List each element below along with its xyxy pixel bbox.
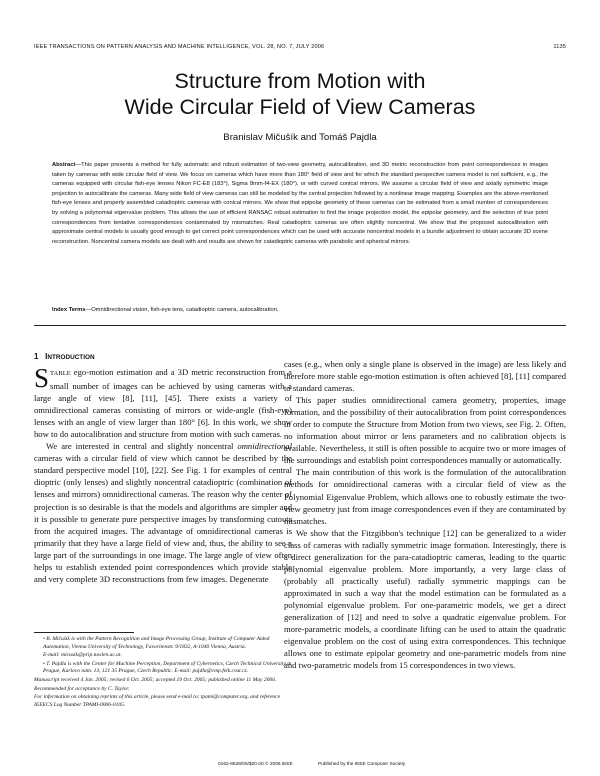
publisher-line: Published by the IEEE Computer Society <box>318 762 406 767</box>
paragraph: We are interested in central and slightly noncentral omnidirectional cameras with a circular field of view which cannot be described by the standard perspective model [10], [22]. See Fig. 1 for examples of central dioptric (only lenses) and slightly noncentral catadioptric (combination of lenses and mirrors) omnidirectional cameras. The reason why the center of projection is so desirable is that the models and algorithms are simpler and it is possible to generate pure perspective images by transforming cutouts from the acquired images. The advantage of omnidirectional cameras is primarily that they have a large field of view and, thus, the ability to see a large part of the surroundings in one image. The large angle of view often helps to establish extended point correspondences which provide stable and very complete 3D reconstructions from few images. Degenerate <box>34 441 292 584</box>
email-footnote: E-mail: micusik@prip.tuwien.ac.at. <box>43 652 122 659</box>
left-column <box>34 363 292 585</box>
section-title-initial: I <box>45 352 48 361</box>
paragraph: We show that the Fitzgibbon's technique [12] can be generalized to a wider class of cameras with radially symmetric image formation. Interestingly, there is a direct generalization for the para-catadioptric cameras, leading to the quartic polynomial eigenvalue problem. More importantly, a very large class of (probably all practically useful) radially symmetric mappings can be approximated in such a way that the model estimation can be formulated as a polynomial eigenvalue problem. For one-parametric models, we get a direct generalization of [12] and need to solve a quadratic eigenvalue problem. For more-parametric models, a coordinate lifting can be used to attain the quadratic eigenvalue problem on the cost of using extra correspondences. This technique allows one to estimate epipolar geometry and one-parametric models from nine and two-parametric models from 15 correspondences in two views. <box>284 527 566 671</box>
lead-in: TABLE <box>50 370 71 377</box>
index-terms-text: —Omnidirectional vision, fish-eye lens, catadioptric camera, autocalibration. <box>85 307 279 313</box>
running-header <box>34 44 566 50</box>
affiliation-footnote: • B. Mičušík is with the Pattern Recognition and Image Processing Group, Institute of Computer Aided Automation, Vienna University of Technology, Favoritenstr. 9/1832, A-1040 Vienna, Austria. <box>43 636 270 650</box>
reprints-info: For information on obtaining reprints of this article, please send e-mail to: tpami@computer.org, and reference IEEECS Log Number TPAMI-0006-0105. <box>34 694 281 708</box>
abstract <box>52 161 548 247</box>
section-title-rest: NTRODUCTION <box>47 354 95 361</box>
journal-header: IEEE TRANSACTIONS ON PATTERN ANALYSIS AND MACHINE INTELLIGENCE, VOL. 28, NO. 7, JULY 2006 <box>34 44 325 50</box>
paragraph: This paper studies omnidirectional camera geometry, properties, image formation, and the possibility of their autocalibration from point correspondences in order to compute the Structure from Motion from two views, see Fig. 2. Often, no information about mirror or lens parameters and no calibration objects is available. Nevertheless, it still is often possible to acquire two or more images of the surroundings and establish point correspondences manually or automatically. <box>284 395 566 466</box>
paragraph <box>34 363 292 440</box>
title-line-2: Wide Circular Field of View Cameras <box>124 95 476 119</box>
section-number: 1 <box>34 352 39 361</box>
manuscript-dates: Manuscript received 4 Jan. 2005; revised 6 Oct. 2005; accepted 19 Oct. 2005; published online 11 May 2006. <box>34 676 277 683</box>
abstract-label: Abstract <box>52 162 76 168</box>
paragraph: cases (e.g., when only a single plane is observed in the image) are less likely and therefore more stable ego-motion estimation is often achieved [8], [11] compared to standard cameras. <box>284 359 566 394</box>
affiliation-footnote: • T. Pajdla is with the Center for Machine Perception, Department of Cybernetics, Czech Technical University in Prague, Karlovo nám. 13, 121 35 Prague, Czech Republic. E-mail: pajdla@cmp.felk.cvut.cz. <box>43 660 292 675</box>
abstract-text: —This paper presents a method for fully automatic and robust estimation of two-view geometry, autocalibration, and 3D metric reconstruction from point correspondences in images taken by cameras with wide circular field of view. We focus on cameras which have more than 180° field of view and for which the standard perspective camera model is not sufficient, e.g., the cameras equipped with circular fish-eye lenses Nikon FC-E8 (183°), Sigma 8mm-f4-EX (180°), or with curved conical mirrors. We assume a circular field of view and axially symmetric image projection to autocalibrate the cameras. Many wide field of view cameras can still be modeled by the central projection followed by a nonlinear image mapping. Examples are the above-mentioned fish-eye lenses and properly assembled catadioptric cameras with conical mirrors. We show that epipolar geometry of these cameras can be estimated from a small number of correspondences by solving a polynomial eigenvalue problem. This allows the use of efficient RANSAC robust estimation to find the image projection model, the epipolar geometry, and the selection of true point correspondences from tentative correspondences contaminated by mismatches. Real catadioptric cameras are often slightly noncentral. We show that the proposed autocalibration with approximate central models is usually good enough to get correct point correspondences which can be used with accurate noncentral models in a bundle adjustment to obtain accurate 3D scene reconstruction. Noncentral camera models are dealt with and results are shown for catadioptric cameras with parabolic and spherical mirrors. <box>52 162 548 245</box>
index-terms-label: Index Terms <box>52 307 86 313</box>
index-terms <box>52 307 548 313</box>
drop-cap: S <box>34 363 50 393</box>
abstract-divider <box>34 325 566 326</box>
footnotes <box>34 636 292 710</box>
title-line-1: Structure from Motion with <box>174 69 426 93</box>
right-column <box>284 358 566 671</box>
paragraph: The main contribution of this work is the formulation of the autocalibration methods for omnidirectional cameras with a circular field of view as the Polynomial Eigenvalue Problem, which allows one to robustly estimate the two-view geometry just from image correspondences even if they are contaminated by mismatches. <box>284 467 566 526</box>
footnote-divider <box>34 632 134 633</box>
paper-title <box>0 68 600 120</box>
paragraph-text: ego-motion estimation and a 3D metric reconstruction from a small number of images can be achieved by using cameras with a large angle of view [8], [11], [45]. There exists a variety of omnidirectional cameras consisting of mirrors or wide-angle (fish-eye) lenses with an angle of view larger than 180° [6]. In this work, we show how to do autocalibration and structure from motion with such cameras. <box>34 367 292 440</box>
copyright-line: 0162-8828/06/$20.00 © 2006 IEEE <box>218 762 293 767</box>
recommendation: Recommended for acceptance by C. Taylor. <box>34 685 130 692</box>
authors: Branislav Mičušík and Tomáš Pajdla <box>223 132 377 143</box>
page-number: 1135 <box>553 44 566 50</box>
section-heading <box>34 352 95 361</box>
